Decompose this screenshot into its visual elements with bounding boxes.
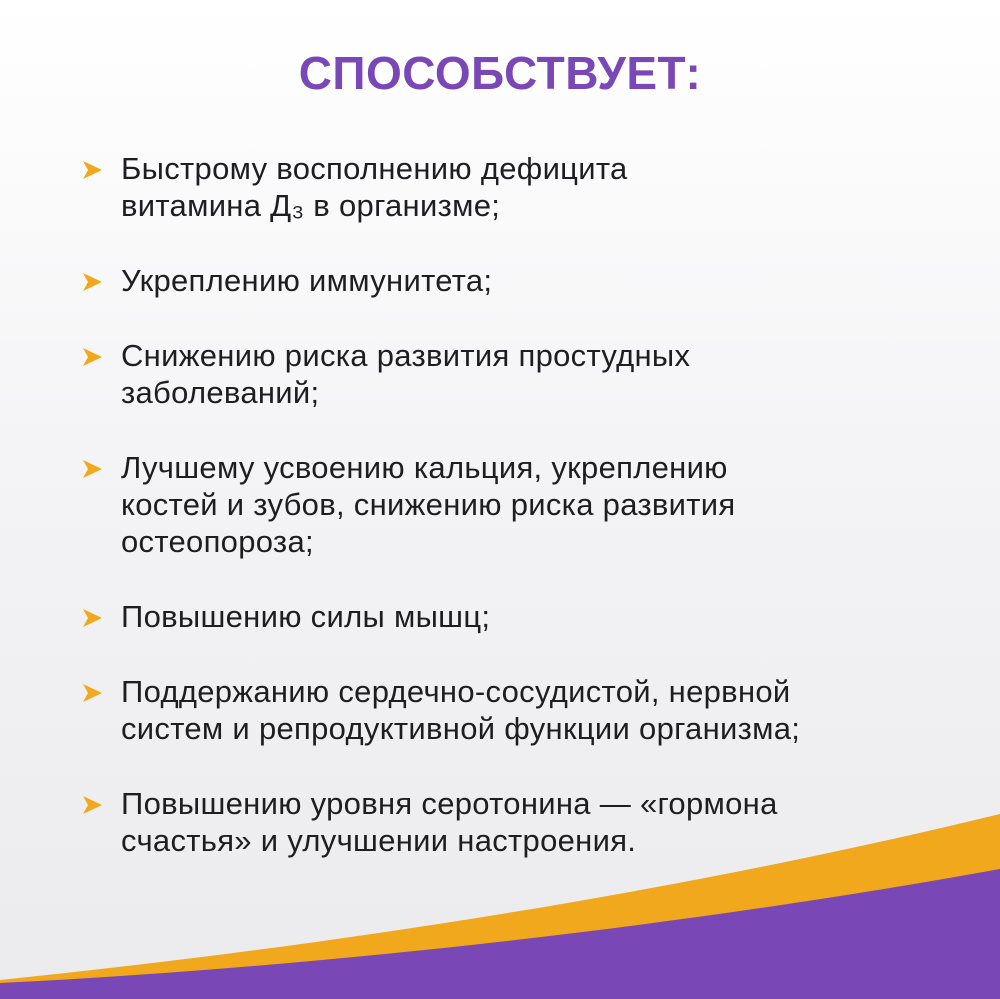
triangle-arrow-icon	[80, 346, 104, 368]
triangle-arrow-icon	[80, 607, 104, 629]
list-item-line: Укреплению иммунитета;	[121, 263, 493, 298]
triangle-arrow-icon	[80, 682, 104, 704]
list-item	[80, 337, 980, 411]
benefits-list	[80, 150, 980, 897]
list-item-line: Быстрому восполнению дефицита	[121, 151, 628, 186]
list-item-line: счастья» и улучшении настроения.	[121, 823, 637, 858]
decorative-wave	[0, 799, 1000, 999]
list-item-line: Лучшему усвоению кальция, укреплению	[121, 450, 728, 485]
list-item	[80, 150, 980, 224]
list-item-line: костей и зубов, снижению риска развития	[121, 487, 736, 522]
list-item-line: витамина Д₃ в организме;	[121, 188, 501, 223]
list-item	[80, 673, 980, 747]
list-item	[80, 449, 980, 560]
list-item-line: Снижению риска развития простудных	[121, 338, 691, 373]
page-title: СПОСОБСТВУЕТ:	[298, 47, 702, 99]
list-item-line: остеопороза;	[121, 524, 314, 559]
list-item-line: систем и репродуктивной функции организма;	[121, 711, 801, 746]
list-item	[80, 262, 980, 299]
triangle-arrow-icon	[80, 271, 104, 293]
triangle-arrow-icon	[80, 458, 104, 480]
list-item-line: Повышению уровня серотонина — «гормона	[121, 786, 778, 821]
list-item-line: заболеваний;	[121, 375, 320, 410]
triangle-arrow-icon	[80, 159, 104, 181]
list-item-line: Повышению силы мышц;	[121, 599, 491, 634]
list-item	[80, 598, 980, 635]
list-item-line: Поддержанию сердечно-сосудистой, нервной	[121, 674, 791, 709]
